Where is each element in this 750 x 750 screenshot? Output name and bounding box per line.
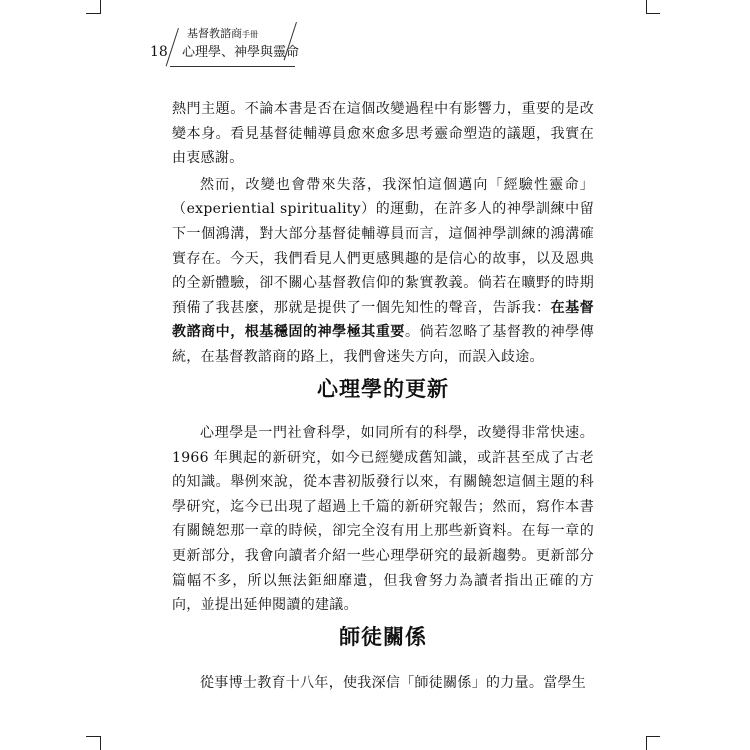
section-psychology-text [172, 421, 594, 618]
section-intro-text [172, 97, 594, 370]
running-header-subtitle: 心理學、神學與靈命 [182, 45, 300, 60]
crop-mark-top-left-horizontal [86, 13, 100, 14]
header-divider [170, 66, 295, 67]
crop-mark-bottom-left-horizontal [86, 736, 100, 737]
paragraph-psychology: 心理學是一門社會科學，如同所有的科學，改變得非常快速。1966 年興起的新研究，如今已經變成舊知識，或許甚至成了古老的知識。舉例來說，從本書初版發行以來，有關饒恕這個主題的科學研究，迄今已出現了超過上千篇的新研究報告；然而，寫作本書有關饒恕那一章的時候，卻完全沒有用上那些新資料。在每一章的更新部分，我會向讀者介紹一些心理學研究的最新趨勢。更新部分篇幅不多，所以無法鉅細靡遺，但我會努力為讀者指出正確的方向，並提出延伸閱讀的建議。 [172, 425, 594, 614]
paragraph-change-loss [172, 173, 594, 370]
crop-mark-bottom-left [100, 736, 101, 750]
running-header-title-main: 基督教諮商 [187, 27, 242, 40]
crop-mark-bottom-right [646, 736, 647, 750]
running-header-title-suffix: 手冊 [242, 30, 258, 39]
paragraph-change-loss-text: 然而，改變也會帶來失落，我深怕這個邁向「經驗性靈命」（experiential spirituality）的運動，在許多人的神學訓練中留下一個鴻溝，對大部分基督徒輔導員而言，這個神學訓練的鴻溝確實存在。今天，我們看見人們更感興趣的是信心的故事，以及恩典的全新體驗，卻不關心基督教信仰的紮實教義。倘若在曠野的時期預備了我甚麼，那就是提供了一個先知性的聲音，告訴我： [172, 176, 594, 316]
paragraph-mentoring: 從事博士教育十八年，使我深信「師徒關係」的力量。當學生 [200, 675, 587, 691]
crop-mark-top-left [100, 0, 101, 14]
section-mentoring-text [172, 671, 594, 696]
crop-mark-top-right-horizontal [646, 13, 660, 14]
crop-mark-bottom-right-horizontal [646, 736, 660, 737]
paragraph-emphasis: 在基督教諮商中，根基穩固的神學極其重要 [172, 299, 594, 341]
running-header-title [187, 27, 258, 42]
paragraph-continuation: 熱門主題。不論本書是否在這個改變過程中有影響力，重要的是改變本身。看見基督徒輔導員愈來愈多思考靈命塑造的議題，我實在由衷感謝。 [172, 101, 594, 167]
section-heading-psychology-update: 心理學的更新 [317, 377, 449, 401]
paragraph-change-loss-end: 。倘若忽略了基督教的神學傳統，在基督教諮商的路上，我們會迷失方向，而誤入歧途。 [172, 324, 594, 365]
page-number: 18 [150, 44, 168, 60]
crop-mark-top-right [646, 0, 647, 14]
section-heading-mentoring: 師徒關係 [339, 625, 427, 649]
